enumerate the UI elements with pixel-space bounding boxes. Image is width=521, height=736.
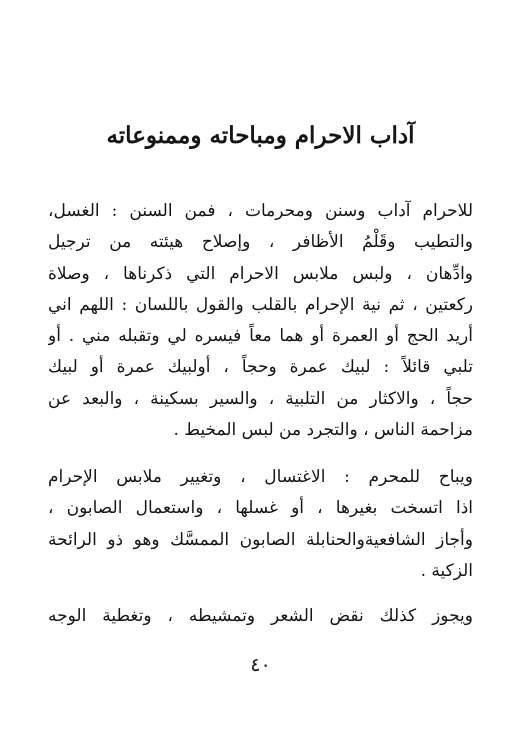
page-title: آداب الاحرام ومباحاته وممنوعاته (106, 122, 415, 149)
text-line: تلبي قائلاً : لبيك عمرة وحجاً ، أولبيك عمرة أو لبيك (48, 357, 473, 378)
text-line: أريد الحج أو العمرة أو هما معاً فيسره لي وتقبله مني . أو (48, 326, 473, 347)
text-line: للاحرام آداب وسنن ومحرمات ، فمن السنن : الغسل، (48, 201, 473, 221)
text-line: ويجوز كذلك نقض الشعر وتمشيطه ، وتغطية الوجه (48, 606, 473, 626)
text-line: حجاً ، والاكثار من التلبية ، والسير بسكينة ، والبعد عن (48, 388, 473, 409)
paragraph-hair-and-face (48, 601, 473, 632)
text-line: الزكية . (420, 560, 473, 581)
text-line: وأجاز الشافعيةوالحنابلة الصابون الممسَّك وهو ذو الرائحة (48, 529, 473, 550)
text-line: ركعتين ، ثم نية الإحرام بالقلب والقول باللسان : اللهم اني (48, 294, 473, 315)
paragraph-permitted-acts (48, 462, 473, 587)
text-line: مزاحمة الناس ، والتجرد من لبس المخيط . (173, 420, 473, 441)
text-line: وادِّهان ، ولبس ملابس الاحرام التي ذكرناها ، وصلاة (48, 263, 473, 284)
paragraph-ihram-etiquette (48, 196, 473, 446)
text-line: والتطيب وقَلْمُ الأظافر ، وإصلاح هيئته من ترجيل (48, 232, 473, 253)
page-number: ٤٠ (250, 654, 271, 676)
text-line: ويباح للمحرم : الاغتسال ، وتغيير ملابس الإحرام (48, 467, 473, 487)
text-line: اذا اتسخت بغيرها ، أو غسلها ، واستعمال الصابون ، (48, 498, 473, 519)
